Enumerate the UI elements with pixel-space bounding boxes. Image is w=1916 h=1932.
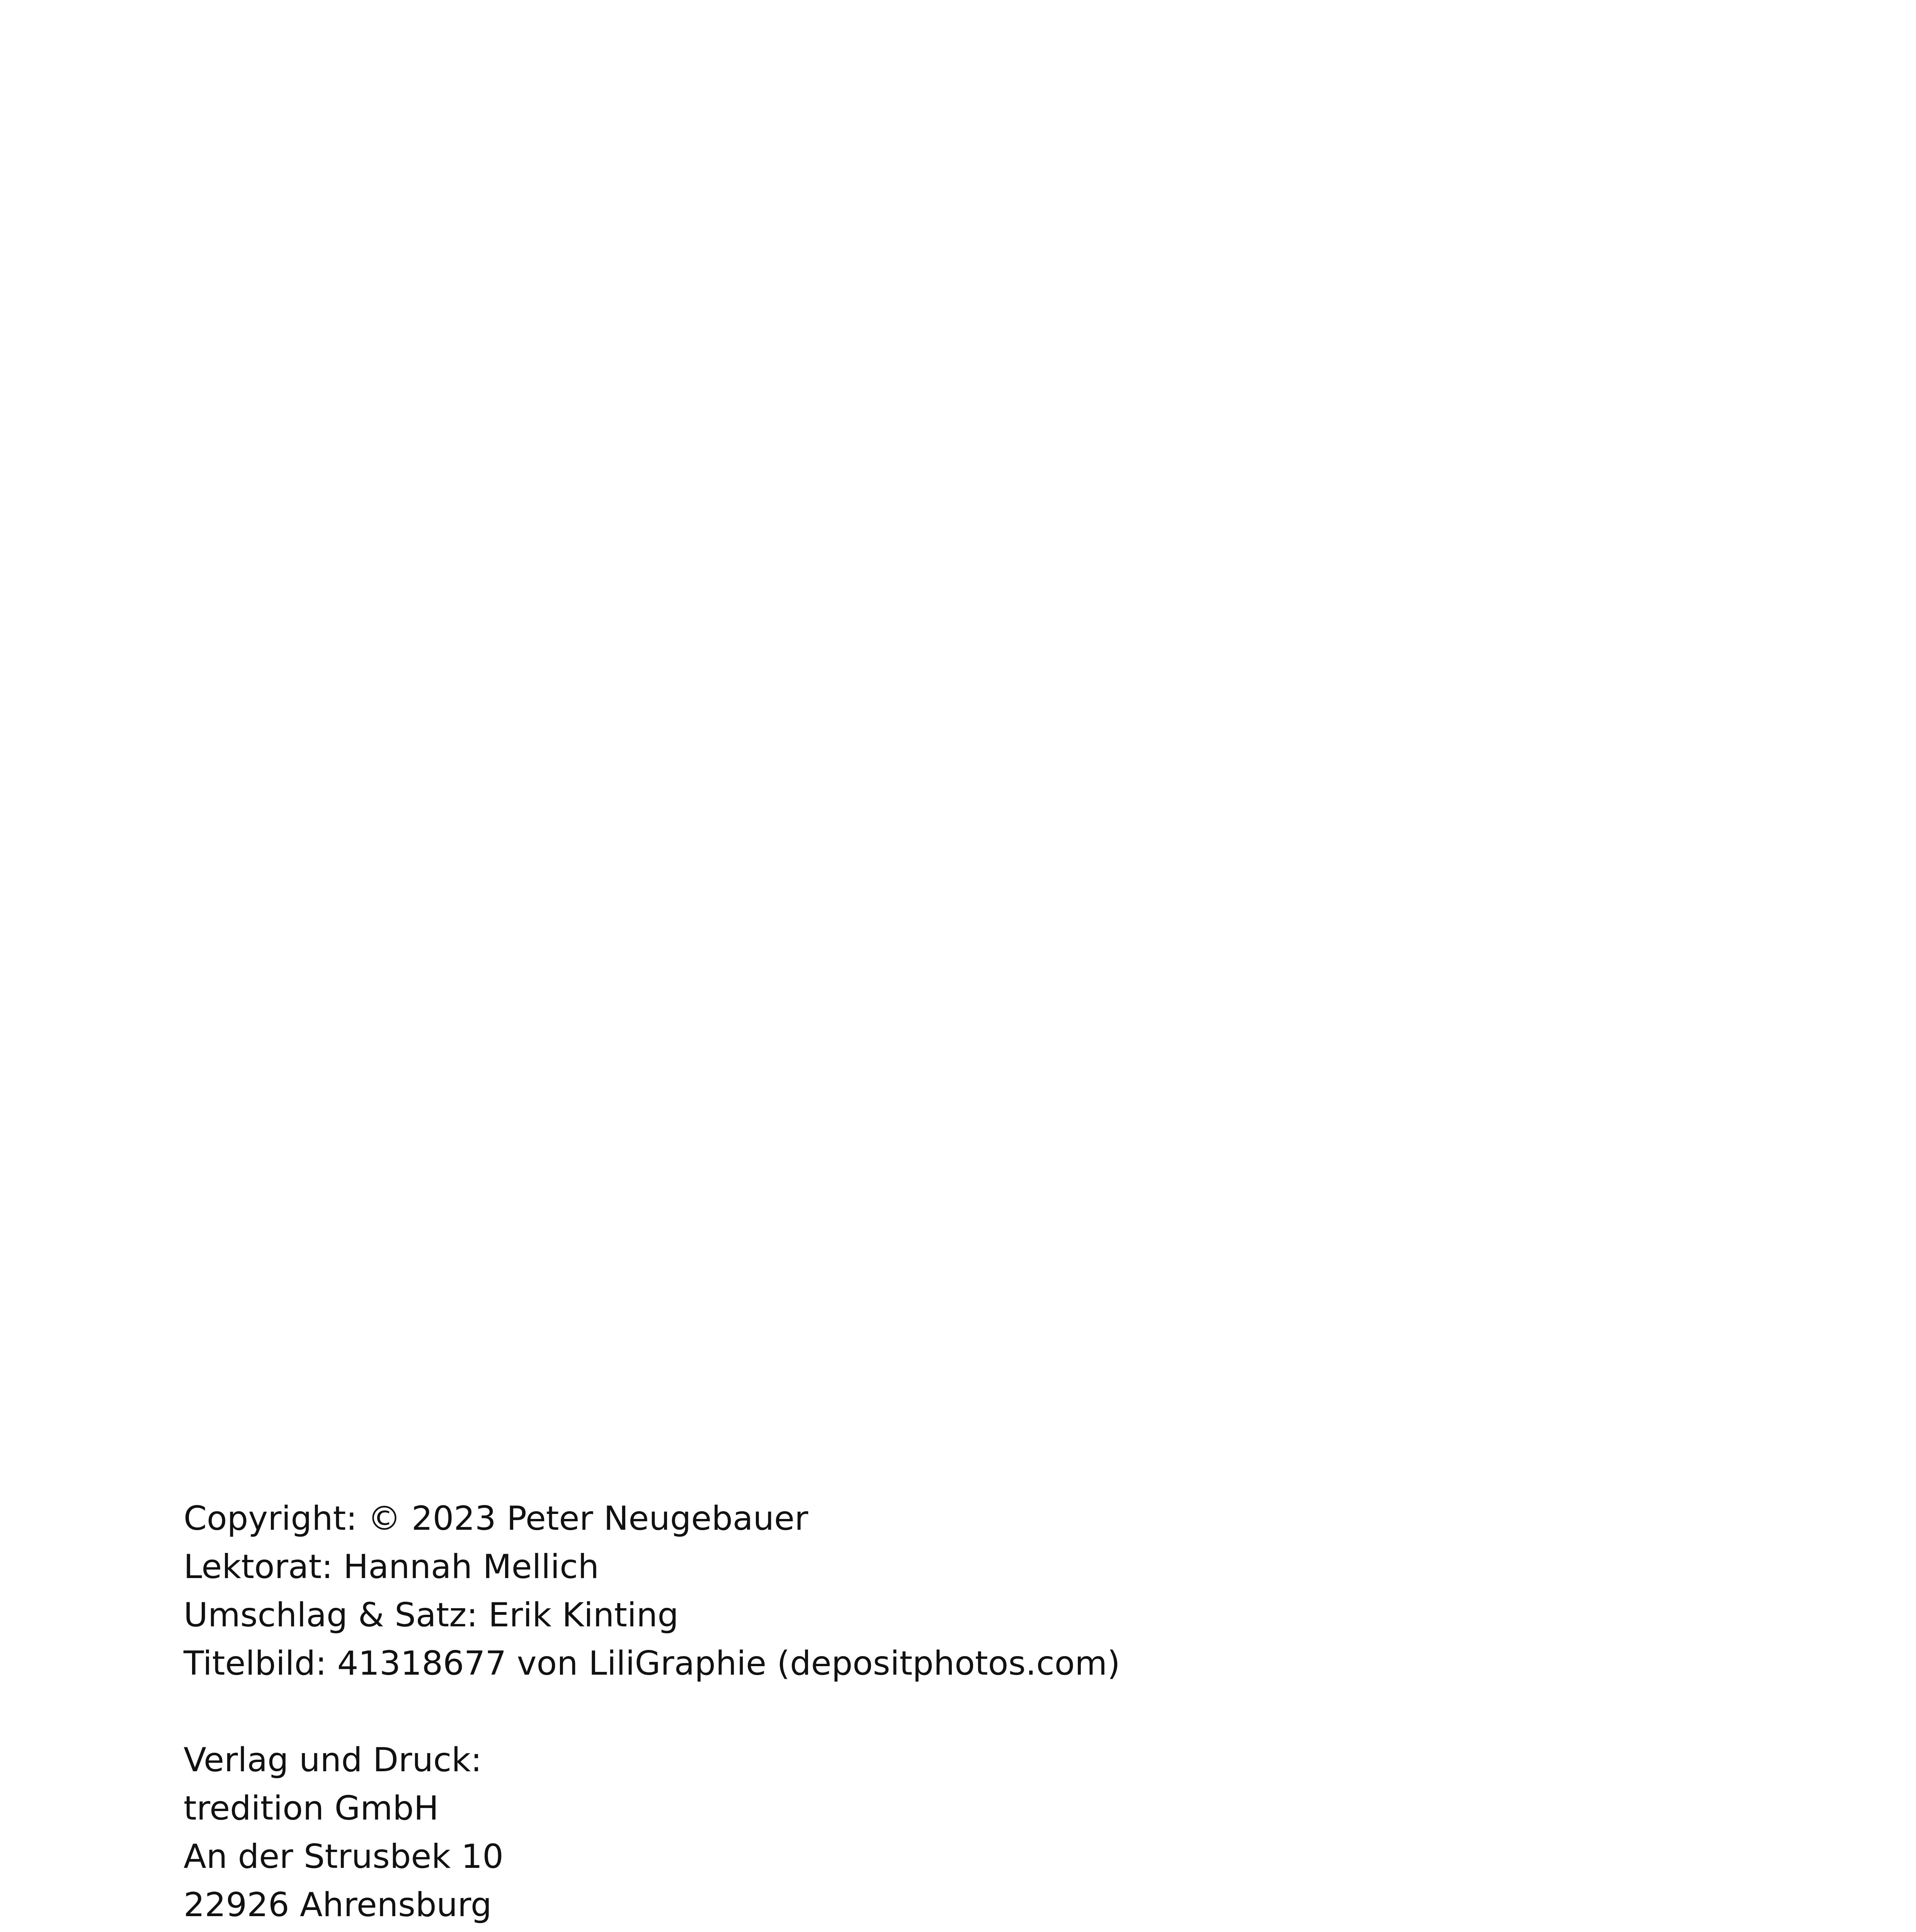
cover-typesetting-line: Umschlag & Satz: Erik Kinting (184, 1596, 679, 1634)
credits-block (184, 1495, 1747, 1688)
editing-line: Lektorat: Hannah Mellich (184, 1548, 599, 1586)
publisher-city: 22926 Ahrensburg (184, 1886, 492, 1924)
publisher-block (184, 1736, 1747, 1929)
publisher-name: tredition GmbH (184, 1789, 439, 1828)
imprint-block (184, 1495, 1747, 1932)
cover-image-line: Titelbild: 41318677 von LiliGraphie (depositphotos.com) (184, 1644, 1120, 1683)
publisher-heading: Verlag und Druck: (184, 1741, 482, 1779)
copyright-line: Copyright: © 2023 Peter Neugebauer (184, 1499, 808, 1538)
publisher-street: An der Strusbek 10 (184, 1837, 504, 1876)
